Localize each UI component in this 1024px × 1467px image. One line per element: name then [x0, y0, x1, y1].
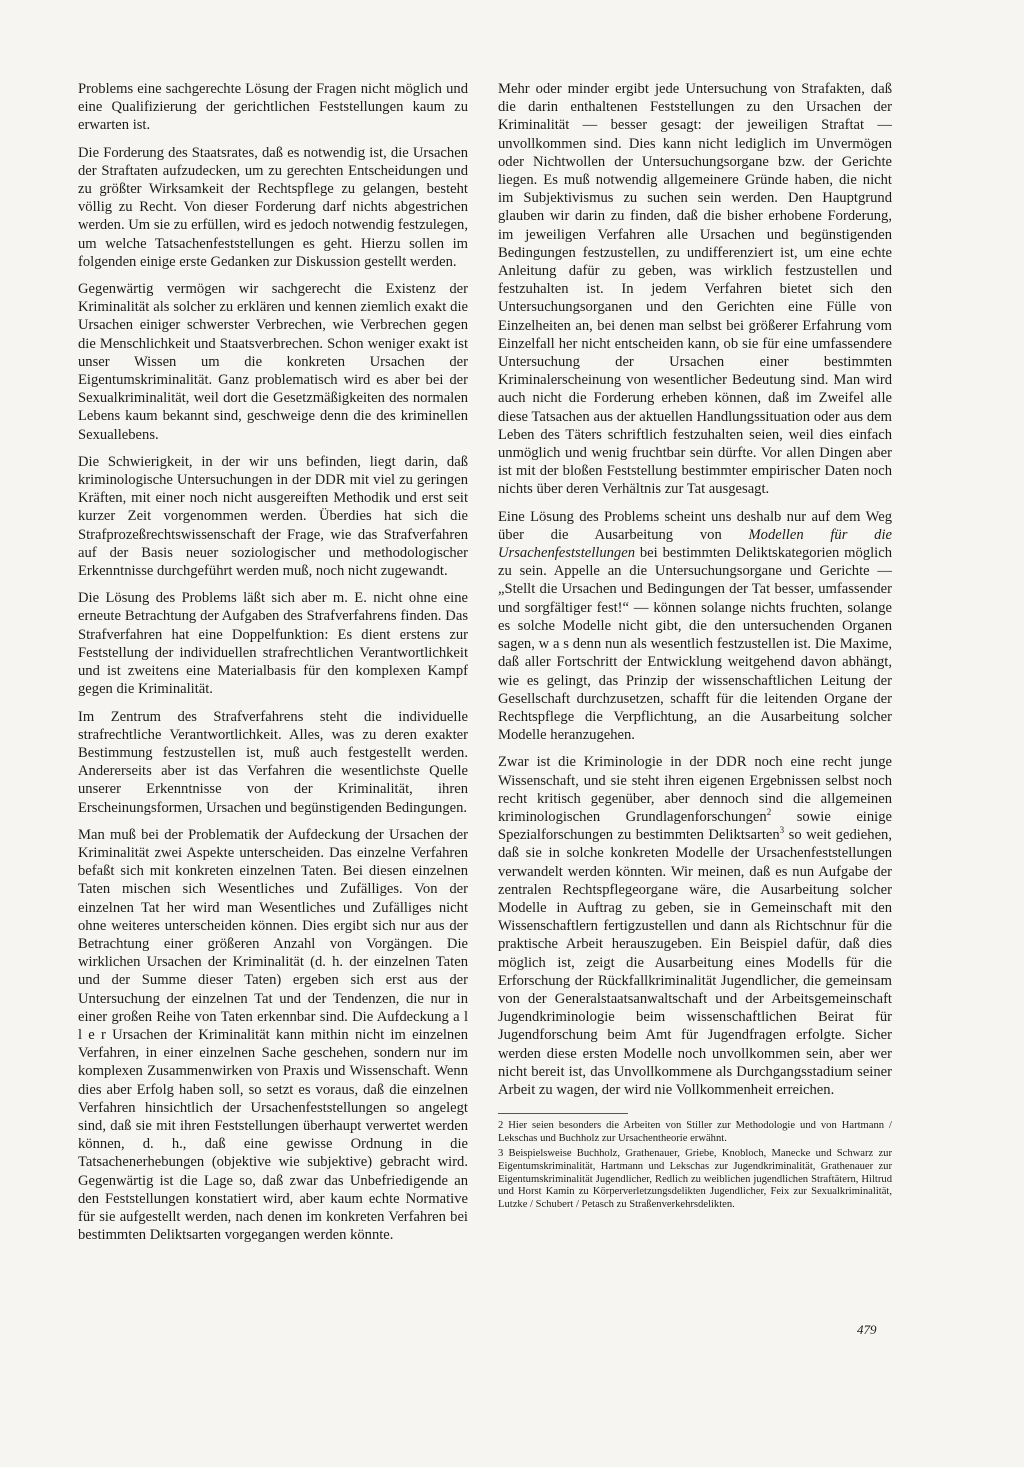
- paragraph: [498, 508, 892, 745]
- emphasized-text: Modellen für die Ursachenfeststellungen: [498, 526, 892, 562]
- paragraph-text: Eine Lösung des Problems scheint uns deshalb nur auf dem Weg über die Ausarbeitung von: [498, 508, 892, 543]
- paragraph: [498, 753, 892, 1099]
- paragraph: Mehr oder minder ergibt jede Untersuchung von Strafakten, daß die darin enthaltenen Feststellungen zu den Ursachen der Kriminalität — besser gesagt: der jeweiligen Straftat — unvollkommen sind. Dies kann nicht lediglich im Unvermögen oder Nichtwollen der Untersuchungsorgane bzw. der Gerichte liegen. Es muß notwendig allgemeinere Gründe haben, die nicht im Subjektivismus zu suchen sein werden. Den Hauptgrund glauben wir darin zu finden, daß die bisher erhobene Forderung, im jeweiligen Verfahren alle Ursachen und begünstigenden Bedingungen festzustellen, zu undifferenziert ist, um eine echte Anleitung dafür zu geben, was wirklich festzustellen und festzuhalten ist. In jedem Verfahren bietet sich den Untersuchungsorganen und den Gerichten eine Fülle von Einzelheiten an, bei denen man selbst bei größerer Erfahrung vom Einzelfall her nicht entscheiden kann, ob sie für eine umfassendere Untersuchung der Ursachen einer bestimmten Kriminalerscheinung von wesentlicher Bedeutung sind. Man wird auch nicht die Forderung erheben können, daß im Zweifel alle diese Tatsachen aus der aktuellen Handlungssituation oder aus dem Leben des Täters schriftlich festzuhalten seien, weil dies einfach unmöglich und wenig fruchtbar sein dürfte. Vor allen Dingen aber ist mit der bloßen Feststellung bestimmter empirischer Daten noch nichts über deren Verhältnis zur Tat ausgesagt.: [498, 81, 892, 498]
- right-column: [498, 80, 892, 1214]
- paragraph-text: so weit gediehen, daß sie in solche konkreten Modelle der Ursachenfeststellungen verwandelt werden könnten. Wir meinen, daß es nun Aufgabe der zentralen Rechtspflegeorgane wäre, die Ausarbeitung solcher Modelle in Auftrag zu geben, sie in Gemeinschaft mit den Wissenschaftlern fertigzustellen und dann als Richtschnur für die praktische Arbeit herauszugeben. Ein Beispiel dafür, daß dies möglich ist, zeigt die Ausarbeitung eines Modells für die Erforschung der Rückfallkriminalität Jugendlicher, die gemeinsam von der Generalstaatsanwaltschaft und der Arbeitsgemeinschaft Jugendkriminologie beim wissenschaftlichen Beirat für Jugendforschung beim Amt für Jugendfragen erfolgte. Sicher werden diese ersten Modelle noch unvollkommen sein, aber wer nicht bereit ist, das Unvollkommene als Durchgangsstadium seiner Arbeit zu wagen, der wird nie Vollkommenheit erreichen.: [498, 827, 892, 1098]
- paragraph: Die Schwierigkeit, in der wir uns befinden, liegt darin, daß kriminologische Untersuchungen in der DDR mit viel zu geringen Kräften, mit einer noch nicht ausgereiften Methodik und erst seit kurzer Zeit vorgenommen werden. Überdies hat sich die Strafprozeßrechtswissenschaft der Frage, wie das Strafverfahren auf der Basis neuer soziologischer und methodologischer Erkenntnisse durchgeführt werden muß, noch nicht zugewandt.: [78, 453, 468, 580]
- paragraph: Gegenwärtig vermögen wir sachgerecht die Existenz der Kriminalität als solcher zu erklären und kennen ziemlich exakt die Ursachen einiger schwerster Verbrechen, wie Verbrechen gegen die Menschlichkeit und Staatsverbrechen. Schon weniger exakt ist unser Wissen um die konkreten Ursachen der Eigentumskriminalität. Ganz problematisch wird es aber bei der Sexualkriminalität, weil dort die Gesetzmäßigkeiten des normalen Lebens kaum bekannt sind, geschweige denn die des kriminellen Sexuallebens.: [78, 281, 468, 443]
- paragraph: Problems eine sachgerechte Lösung der Fragen nicht möglich und eine Qualifizierung der gerichtlichen Feststellungen kaum zu erwarten ist.: [78, 81, 468, 134]
- footnote: 3 Beispielsweise Buchholz, Grathenauer, Griebe, Knobloch, Manecke und Schwarz zur Eigentumskriminalität, Hartmann und Lekschas zur Jugendkriminalität, Grathenauer zur Eigentumskriminalität Jugendlicher, Redlich zu weiblichen jugendlichen Straftätern, Hiltrud und Horst Kamin zu Körperverletzungsdelikten Jugendlicher, Feix zur Sexualkriminalität, Lutzke / Schubert / Petasch zu Straßenverkehrsdelikten.: [498, 1148, 892, 1210]
- footnote-ref: 2: [766, 807, 772, 818]
- paragraph-text: bei bestimmten Deliktskategorien möglich zu sein. Appelle an die Untersuchungsorgane und Gerichte — „Stellt die Ursachen und Bedingungen der Tat besser, umfassender und sorgfältiger fest!“ — können solange nichts fruchten, solange es solche Modelle nicht gibt, die den untersuchenden Organen sagen, w a s denn nun als wesentlich festzustellen ist. Die Maxime, daß aller Fortschritt der Entwicklung weitgehend davon abhängt, wie es gelingt, das Prinzip der wissenschaftlichen Leitung der Gesellschaft durchzusetzen, schafft für die leitenden Organe der Rechtspflege die Verpflichtung, an die Ausarbeitung solcher Modelle heranzugehen.: [498, 545, 892, 744]
- paragraph: Im Zentrum des Strafverfahrens steht die individuelle strafrechtliche Verantwortlichkeit. Alles, was zu deren exakter Bestimmung festzustellen ist, muß auch festgestellt werden. Andererseits aber ist das Verfahren die wesentlichste Quelle unserer Erkenntnisse von der Kriminalität, ihren Erscheinungsformen, Ursachen und begünstigenden Bedingungen.: [78, 708, 468, 816]
- paragraph: Die Lösung des Problems läßt sich aber m. E. nicht ohne eine erneute Betrachtung der Aufgaben des Strafverfahrens finden. Das Strafverfahren hat eine Doppelfunktion: Es dient erstens zur Feststellung der individuellen strafrechtlichen Verantwortlichkeit und ist zweitens eine Materialbasis für den komplexen Kampf gegen die Kriminalität.: [78, 590, 468, 698]
- footnote-divider: [498, 1113, 628, 1114]
- paragraph-text: sowie einige Spezialforschungen zu bestimmten Deliktsarten: [498, 808, 892, 844]
- footnote-ref: 3: [779, 825, 785, 836]
- paragraph: Die Forderung des Staatsrates, daß es notwendig ist, die Ursachen der Straftaten aufzudecken, um zu gerechten Entscheidungen und zu größter Wirksamkeit der Rechtspflege zu gelangen, besteht völlig zu Recht. Von dieser Forderung darf nichts abgestrichen werden. Um sie zu erfüllen, wird es jedoch notwendig festzulegen, um welche Tatsachenfeststellungen es geht. Hierzu sollen im folgenden einige erste Gedanken zur Diskussion gestellt werden.: [78, 144, 468, 270]
- paragraph: Man muß bei der Problematik der Aufdeckung der Ursachen der Kriminalität zwei Aspekte unterscheiden. Das einzelne Verfahren befaßt sich mit konkreten einzelnen Taten. Bei diesen einzelnen Taten mischen sich Wesentliches und Zufälliges. Von der einzelnen Tat her wird man Wesentliches und Zufälliges nicht ohne weiteres unterscheiden können. Dies ergibt sich nur aus der Betrachtung einer größeren Anzahl von Vorgängen. Die wirklichen Ursachen der Kriminalität (d. h. der einzelnen Taten und der Summe dieser Taten) ergeben sich erst aus der Untersuchung der einzelnen Tat und der Tendenzen, die nur in einer großen Reihe von Taten erkennbar sind. Die Aufdeckung a l l e r Ursachen der Kriminalität kann mithin nicht im einzelnen Verfahren, in einer einzelnen Sache geschehen, sondern nur im komplexen Zusammenwirken von Praxis und Wissenschaft. Wenn dies aber Erfolg haben soll, so setzt es voraus, daß die einzelnen Verfahren hinsichtlich der Ursachenfeststellungen so angelegt sind, daß sie mit ihren Feststellungen überhaupt verwertet werden können, d. h., daß eine gewisse Ordnung in die Tatsachenerhebungen (objektive wie subjektive) gebracht wird. Gegenwärtig ist die Lage so, daß zwar das Unbefriedigende an den Feststellungen konstatiert wird, aber kaum echte Normative für sie aufgestellt werden, nach denen im konkreten Verfahren bei bestimmten Deliktsarten vorgegangen werden könnte.: [78, 826, 468, 1244]
- footnote: 2 Hier seien besonders die Arbeiten von Stiller zur Methodologie und von Hartmann / Lekschas und Buchholz zur Ursachentheorie erwähnt.: [498, 1120, 892, 1144]
- left-column: [78, 80, 468, 1253]
- paragraph-text: Zwar ist die Kriminologie in der DDR noch eine recht junge Wissenschaft, und sie steht ihren eigenen Ergebnissen selbst noch recht kritisch gegenüber, aber dennoch sind die allgemeinen kriminologischen Grundlagenforschungen: [498, 754, 892, 825]
- page-number: 479: [857, 1322, 877, 1337]
- footnotes: [498, 1120, 892, 1211]
